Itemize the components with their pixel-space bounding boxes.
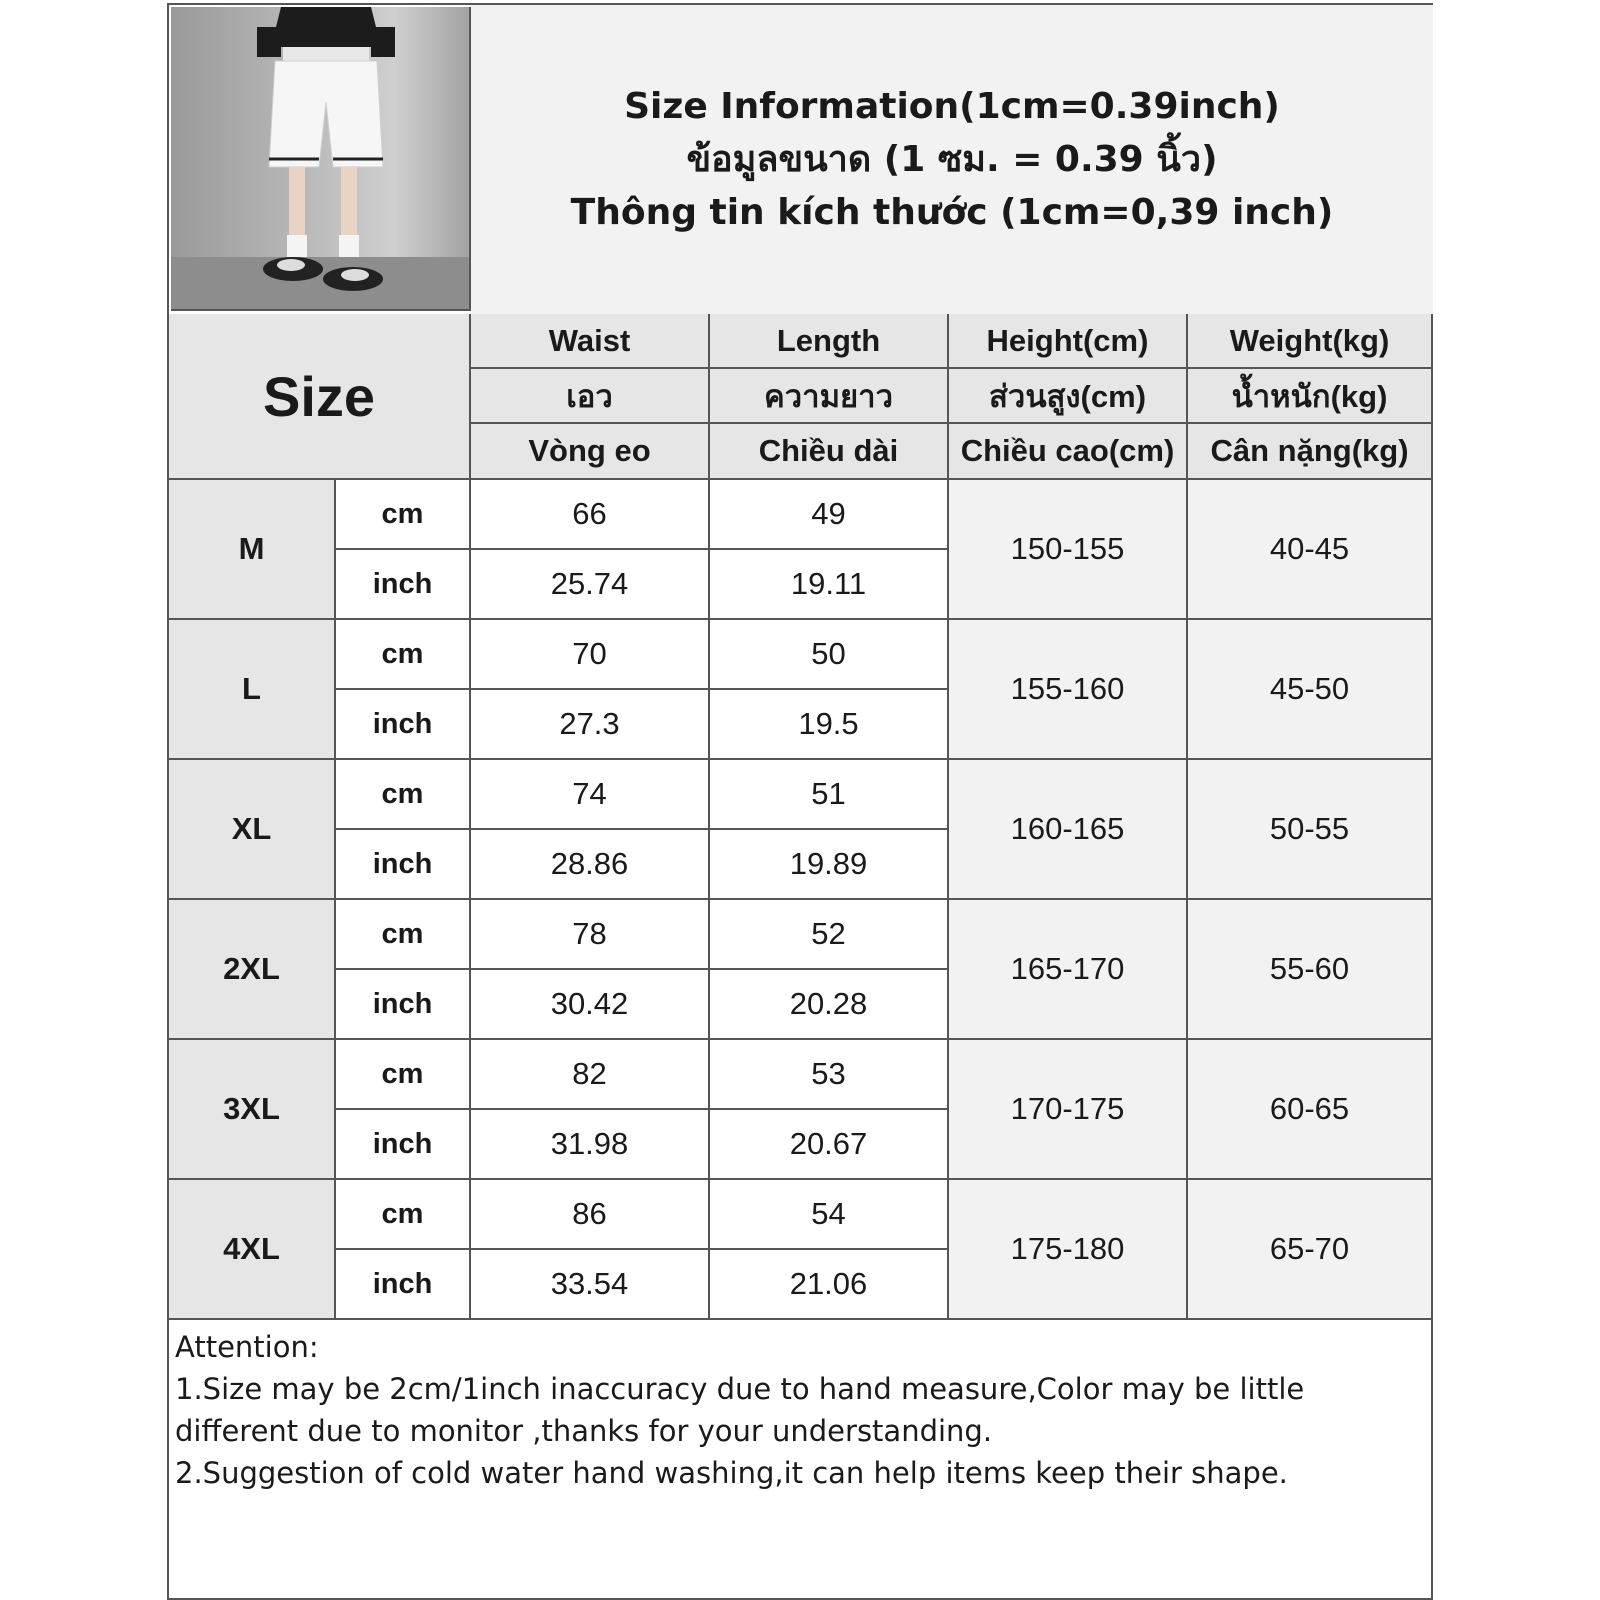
header-length-en: Length: [710, 314, 949, 369]
length-cm-value: 51: [710, 760, 949, 830]
unit-inch: inch: [336, 550, 471, 620]
height-range: 175-180: [949, 1180, 1188, 1320]
waist-inch-value: 25.74: [471, 550, 710, 620]
length-inch-value: 20.67: [710, 1110, 949, 1180]
waist-cm-value: 82: [471, 1040, 710, 1110]
waist-cm-value: 78: [471, 900, 710, 970]
size-label: M: [169, 480, 336, 620]
header-height-en: Height(cm): [949, 314, 1188, 369]
height-range: 155-160: [949, 620, 1188, 760]
waist-inch-value: 30.42: [471, 970, 710, 1040]
waist-inch-value: 27.3: [471, 690, 710, 760]
height-range: 160-165: [949, 760, 1188, 900]
weight-range: 60-65: [1188, 1040, 1431, 1180]
length-cm-value: 52: [710, 900, 949, 970]
header-waist-th: เอว: [471, 369, 710, 424]
header-length-th: ความยาว: [710, 369, 949, 424]
unit-inch: inch: [336, 1250, 471, 1320]
product-photo: [171, 7, 471, 311]
unit-inch: inch: [336, 970, 471, 1040]
unit-cm: cm: [336, 1040, 471, 1110]
title-english: Size Information(1cm=0.39inch): [624, 86, 1280, 127]
title-vietnamese: Thông tin kích thước (1cm=0,39 inch): [570, 192, 1334, 233]
size-label: 4XL: [169, 1180, 336, 1320]
attention-note-1: 1.Size may be 2cm/1inch inaccuracy due to hand measure,Color may be little different due to monitor ,thanks for your understanding.: [175, 1372, 1305, 1448]
header-weight-vi: Cân nặng(kg): [1188, 424, 1431, 480]
length-cm-value: 53: [710, 1040, 949, 1110]
unit-inch: inch: [336, 1110, 471, 1180]
header-length-vi: Chiều dài: [710, 424, 949, 480]
attention-heading: Attention:: [175, 1330, 319, 1364]
waist-cm-value: 74: [471, 760, 710, 830]
length-cm-value: 50: [710, 620, 949, 690]
unit-inch: inch: [336, 690, 471, 760]
weight-range: 65-70: [1188, 1180, 1431, 1320]
unit-cm: cm: [336, 900, 471, 970]
unit-inch: inch: [336, 830, 471, 900]
length-inch-value: 19.89: [710, 830, 949, 900]
header-weight-en: Weight(kg): [1188, 314, 1431, 369]
model-shorts-illustration: [171, 7, 469, 309]
attention-note-2: 2.Suggestion of cold water hand washing,it can help items keep their shape.: [175, 1456, 1288, 1490]
size-label: XL: [169, 760, 336, 900]
size-chart: [167, 3, 1433, 1600]
header-height-vi: Chiều cao(cm): [949, 424, 1188, 480]
unit-cm: cm: [336, 620, 471, 690]
waist-cm-value: 66: [471, 480, 710, 550]
size-header-label: Size: [262, 364, 376, 428]
waist-cm-value: 70: [471, 620, 710, 690]
size-label: L: [169, 620, 336, 760]
height-range: 150-155: [949, 480, 1188, 620]
header-height-th: ส่วนสูง(cm): [949, 369, 1188, 424]
unit-cm: cm: [336, 480, 471, 550]
height-range: 170-175: [949, 1040, 1188, 1180]
size-label: 2XL: [169, 900, 336, 1040]
header-waist-en: Waist: [471, 314, 710, 369]
length-inch-value: 19.5: [710, 690, 949, 760]
weight-range: 55-60: [1188, 900, 1431, 1040]
length-inch-value: 20.28: [710, 970, 949, 1040]
length-inch-value: 21.06: [710, 1250, 949, 1320]
waist-inch-value: 33.54: [471, 1250, 710, 1320]
title-box: [471, 5, 1433, 316]
waist-inch-value: 28.86: [471, 830, 710, 900]
weight-range: 45-50: [1188, 620, 1431, 760]
size-header: [169, 314, 471, 480]
title-thai: ข้อมูลขนาด (1 ซม. = 0.39 นิ้ว): [686, 139, 1218, 180]
unit-cm: cm: [336, 1180, 471, 1250]
waist-inch-value: 31.98: [471, 1110, 710, 1180]
attention-notes: [169, 1320, 1431, 1598]
unit-cm: cm: [336, 760, 471, 830]
size-label: 3XL: [169, 1040, 336, 1180]
waist-cm-value: 86: [471, 1180, 710, 1250]
weight-range: 50-55: [1188, 760, 1431, 900]
length-inch-value: 19.11: [710, 550, 949, 620]
weight-range: 40-45: [1188, 480, 1431, 620]
length-cm-value: 49: [710, 480, 949, 550]
height-range: 165-170: [949, 900, 1188, 1040]
header-waist-vi: Vòng eo: [471, 424, 710, 480]
length-cm-value: 54: [710, 1180, 949, 1250]
header-weight-th: น้ำหนัก(kg): [1188, 369, 1431, 424]
